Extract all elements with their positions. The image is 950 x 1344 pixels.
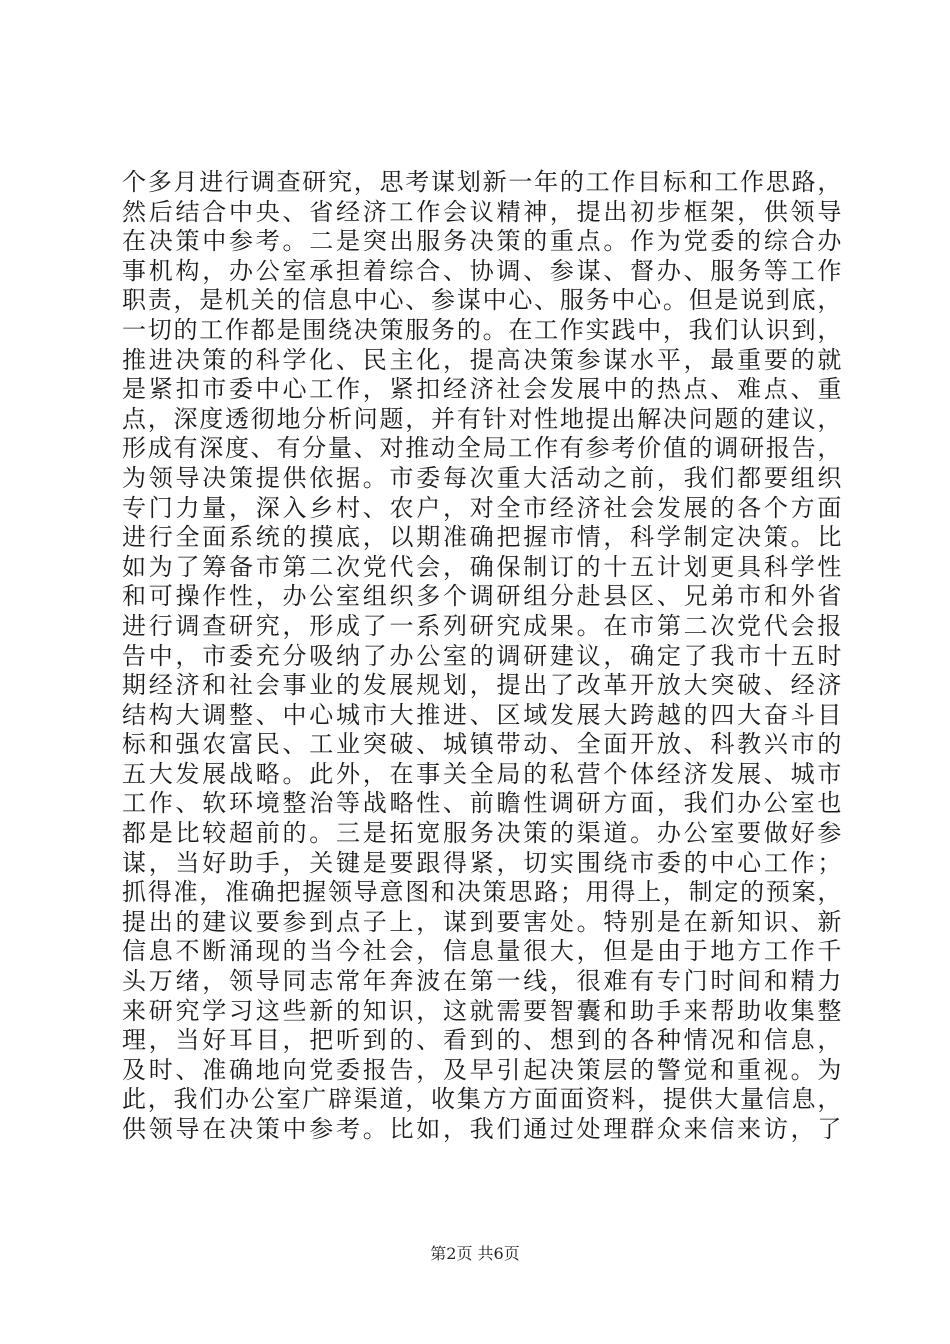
text-line: 理，当好耳目，把听到的、看到的、想到的各种情况和信息，	[122, 1026, 842, 1055]
text-line: 是紧扣市委中心工作，紧扣经济社会发展中的热点、难点、重	[122, 375, 842, 404]
text-line: 期经济和社会事业的发展规划，提出了改革开放大突破、经济	[122, 671, 842, 700]
text-line: 推进决策的科学化、民主化，提高决策参谋水平，最重要的就	[122, 345, 842, 374]
text-line: 在决策中参考。二是突出服务决策的重点。作为党委的综合办	[122, 227, 842, 256]
text-line: 此，我们办公室广辟渠道，收集方方面面资料，提供大量信息，	[122, 1085, 842, 1114]
text-line: 标和强农富民、工业突破、城镇带动、全面开放、科教兴市的	[122, 730, 842, 759]
text-line: 头万绪，领导同志常年奔波在第一线，很难有专门时间和精力	[122, 967, 842, 996]
text-line: 信息不断涌现的当今社会，信息量很大，但是由于地方工作千	[122, 937, 842, 966]
text-line: 都是比较超前的。三是拓宽服务决策的渠道。办公室要做好参	[122, 819, 842, 848]
text-line: 工作、软环境整治等战略性、前瞻性调研方面，我们办公室也	[122, 789, 842, 818]
text-line: 进行全面系统的摸底，以期准确把握市情，科学制定决策。比	[122, 523, 842, 552]
text-line: 提出的建议要参到点子上，谋到要害处。特别是在新知识、新	[122, 907, 842, 936]
text-line: 个多月进行调查研究，思考谋划新一年的工作目标和工作思路，	[122, 168, 842, 196]
text-line: 及时、准确地向党委报告，及早引起决策层的警觉和重视。为	[122, 1055, 842, 1084]
text-line: 谋，当好助手，关键是要跟得紧，切实围绕市委的中心工作；	[122, 848, 842, 877]
body-text	[122, 168, 842, 1145]
text-line: 为领导决策提供依据。市委每次重大活动之前，我们都要组织	[122, 463, 842, 492]
text-line: 结构大调整、中心城市大推进、区域发展大跨越的四大奋斗目	[122, 700, 842, 729]
text-line: 专门力量，深入乡村、农户，对全市经济社会发展的各个方面	[122, 493, 842, 522]
text-line: 来研究学习这些新的知识，这就需要智囊和助手来帮助收集整	[122, 996, 842, 1025]
text-line: 点，深度透彻地分析问题，并有针对性地提出解决问题的建议，	[122, 404, 842, 433]
text-line: 五大发展战略。此外，在事关全局的私营个体经济发展、城市	[122, 759, 842, 788]
text-line: 职责，是机关的信息中心、参谋中心、服务中心。但是说到底，	[122, 286, 842, 315]
text-line: 抓得准，准确把握领导意图和决策思路；用得上，制定的预案，	[122, 878, 842, 907]
text-line: 事机构，办公室承担着综合、协调、参谋、督办、服务等工作	[122, 256, 842, 285]
page-footer: 第2页 共6页	[430, 1244, 520, 1263]
text-line: 形成有深度、有分量、对推动全局工作有参考价值的调研报告，	[122, 434, 842, 463]
text-line: 一切的工作都是围绕决策服务的。在工作实践中，我们认识到，	[122, 315, 842, 344]
text-line: 然后结合中央、省经济工作会议精神，提出初步框架，供领导	[122, 197, 842, 226]
text-line: 供领导在决策中参考。比如，我们通过处理群众来信来访，了	[122, 1115, 842, 1143]
text-line: 和可操作性，办公室组织多个调研组分赴县区、兄弟市和外省	[122, 582, 842, 611]
text-line: 如为了筹备市第二次党代会，确保制订的十五计划更具科学性	[122, 552, 842, 581]
text-line: 进行调查研究，形成了一系列研究成果。在市第二次党代会报	[122, 611, 842, 640]
text-line: 告中，市委充分吸纳了办公室的调研建议，确定了我市十五时	[122, 641, 842, 670]
